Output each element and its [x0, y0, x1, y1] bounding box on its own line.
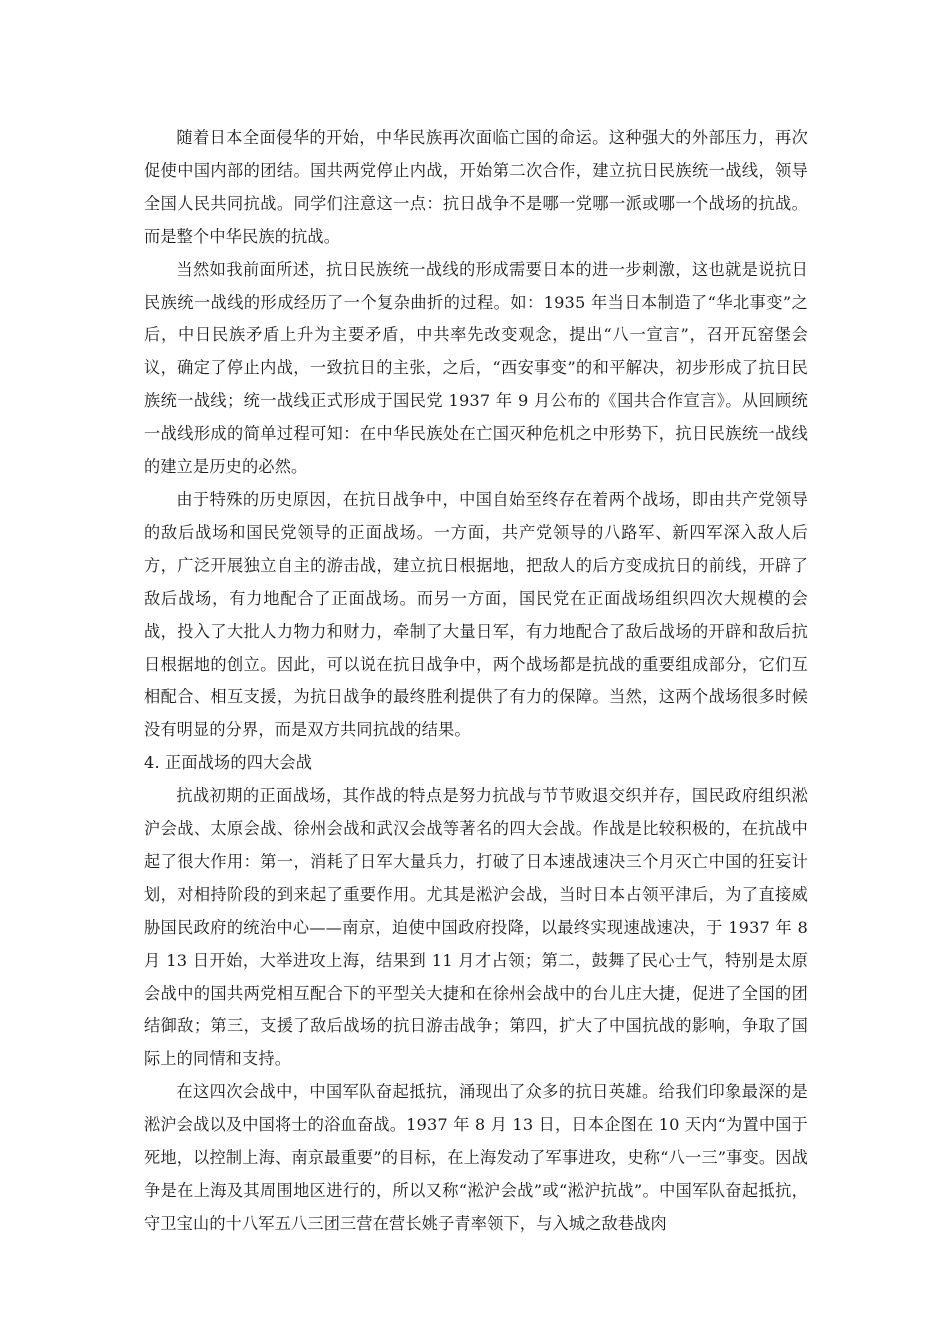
- paragraph-two-battlefields: 由于特殊的历史原因，在抗日战争中，中国自始至终存在着两个战场，即由共产党领导的敌后战场和国民党领导的正面战场。一方面，共产党领导的八路军、新四军深入敌人后方，广泛开展独立自主的游击战，建立抗日根据地，把敌人的后方变成抗日的前线，开辟了敌后战场，有力地配合了正面战场。而另一方面，国民党在正面战场组织四次大规模的会战，投入了大批人力物力和财力，牵制了大量日军，有力地配合了敌后战场的开辟和敌后抗日根据地的创立。因此，可以说在抗日战争中，两个战场都是抗战的重要组成部分，它们互相配合、相互支援，为抗日战争的最终胜利提供了有力的保障。当然，这两个战场很多时候没有明显的分界，而是双方共同抗战的结果。: [144, 489, 808, 740]
- paragraph-four-battles: 抗战初期的正面战场，其作战的特点是努力抗战与节节败退交织并存，国民政府组织淞沪会战、太原会战、徐州会战和武汉会战等著名的四大会战。作战是比较积极的，在抗战中起了很大作用：第一，消耗了日军大量兵力，打破了日本速战速决三个月灭亡中国的狂妄计划，对相持阶段的到来起了重要作用。尤其是淞沪会战，当时日本占领平津后，为了直接威胁国民政府的统治中心——南京，迫使中国政府投降，以最终实现速战速决，于 1937 年 8 月 13 日开始，大举进攻上海，结果到 11 月才占领；第二，鼓舞了民心士气，特别是太原会战中的国共两党相互配合下的平型关大捷和在徐州会战中的台儿庄大捷，促进了全国的团结御敌；第三，支援了敌后战场的抗日游击战争；第四，扩大了中国抗战的影响，争取了国际上的同情和支持。: [144, 786, 808, 1069]
- paragraph-songhu-battle: 在这四次会战中，中国军队奋起抵抗，涌现出了众多的抗日英雄。给我们印象最深的是淞沪会战以及中国将士的浴血奋战。1937 年 8 月 13 日，日本企图在 10 天内“为置中国于死地，以控制上海、南京最重要”的目标，在上海发动了军事进攻，史称“八一三”事变。因战争是在上海及其周围地区进行的，所以又称“淞沪会战”或“淞沪抗战”。中国军队奋起抵抗，守卫宝山的十八军五八三团三营在营长姚子青率领下，与入城之敌巷战肉: [144, 1082, 808, 1233]
- section-heading: 4. 正面战场的四大会战: [144, 753, 313, 773]
- document-body: [144, 122, 808, 1241]
- paragraph-united-front-intro: 随着日本全面侵华的开始，中华民族再次面临亡国的命运。这种强大的外部压力，再次促使中国内部的团结。国共两党停止内战，开始第二次合作，建立抗日民族统一战线，领导全国人民共同抗战。同学们注意这一点：抗日战争不是哪一党哪一派或哪一个战场的抗战。而是整个中华民族的抗战。: [144, 128, 808, 246]
- paragraph-united-front-formation: 当然如我前面所述，抗日民族统一战线的形成需要日本的进一步刺激，这也就是说抗日民族统一战线的形成经历了一个复杂曲折的过程。如：1935 年当日本制造了“华北事变”之后，中日民族矛盾上升为主要矛盾，中共率先改变观念，提出“八一宣言”，召开瓦窑堡会议，确定了停止内战，一致抗日的主张，之后，“西安事变”的和平解决，初步形成了抗日民族统一战线；统一战线正式形成于国民党 1937 年 9 月公布的《国共合作宣言》。从回顾统一战线形成的简单过程可知：在中华民族处在亡国灭种危机之中形势下，抗日民族统一战线的建立是历史的必然。: [144, 259, 808, 477]
